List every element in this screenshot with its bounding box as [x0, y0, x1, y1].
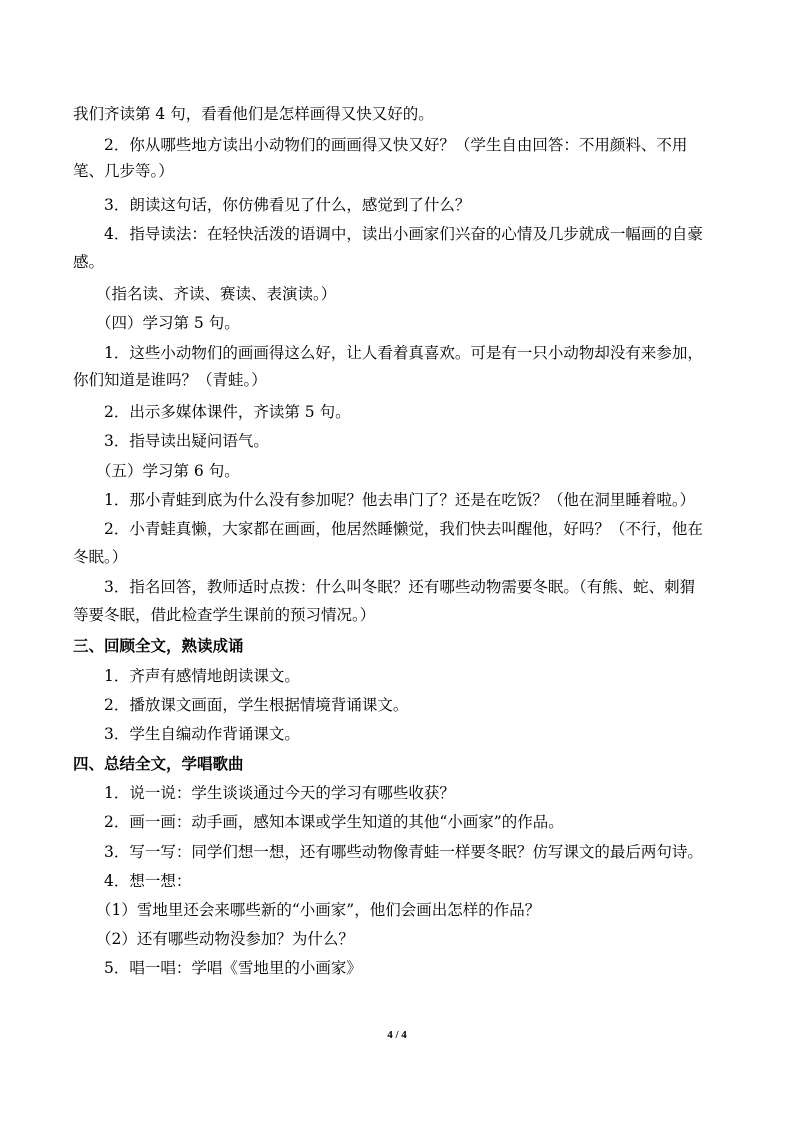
text-line: 冬眠。）	[73, 548, 128, 566]
text-line: 你们知道是谁吗？（青蛙。）	[73, 371, 267, 389]
text-line: 3．学生自编动作背诵课文。	[104, 725, 300, 743]
text-line: 2．小青蛙真懒，大家都在画画，他居然睡懒觉，我们快去叫醒他，好吗？（不行，他在	[104, 520, 703, 538]
text-line: 1．说一说：学生谈谈通过今天的学习有哪些收获？	[104, 784, 455, 802]
text-line: 笔、几步等。）	[73, 162, 174, 180]
text-line: 2．播放课文画面，学生根据情境背诵课文。	[104, 696, 409, 714]
text-line: 3．朗读这句话，你仿佛看见了什么，感觉到了什么？	[104, 196, 471, 214]
text-line: 4．指导读法：在轻快活泼的语调中，读出小画家们兴奋的心情及几步就成一幅画的自豪	[104, 225, 703, 243]
text-line: 2．画一画：动手画，感知本课或学生知道的其他“小画家”的作品。	[104, 813, 564, 831]
section-title: 四、总结全文，学唱歌曲	[73, 755, 244, 773]
page-number: 4 / 4	[387, 1029, 407, 1041]
text-line: 5．唱一唱：学唱《雪地里的小画家》	[104, 959, 362, 977]
section-heading: （五）学习第 6 句。	[96, 462, 240, 480]
text-line: （2）还有哪些动物没参加？为什么？	[96, 930, 354, 948]
text-line: 3．指名回答，教师适时点拨：什么叫冬眠？还有哪些动物需要冬眠。（有熊、蛇、刺猬	[104, 578, 696, 596]
text-line: 感。	[73, 253, 105, 271]
text-line: 我们齐读第 4 句，看看他们是怎样画得又快又好的。	[73, 105, 434, 123]
section-title: 三、回顾全文，熟读成诵	[73, 637, 244, 655]
text-line: 4．想一想：	[104, 872, 192, 890]
text-line: 2．出示多媒体课件，齐读第 5 句。	[104, 403, 351, 421]
text-line: 3．指导读出疑问语气。	[104, 432, 269, 450]
text-line: 1．齐声有感情地朗读课文。	[104, 667, 300, 685]
text-line: （1）雪地里还会来哪些新的“小画家”，他们会画出怎样的作品？	[96, 901, 541, 919]
text-line: 1．那小青蛙到底为什么没有参加呢？他去串门了？还是在吃饭？（他在洞里睡着啦。）	[104, 491, 696, 509]
text-line: 2．你从哪些地方读出小动物们的画画得又快又好？（学生自由回答：不用颜料、不用	[104, 136, 688, 154]
text-line: （指名读、齐读、赛读、表演读。）	[96, 285, 337, 303]
text-line: 3．写一写：同学们想一想，还有哪些动物像青蛙一样要冬眠？仿写课文的最后两句诗。	[104, 843, 703, 861]
text-line: 等要冬眠，借此检查学生课前的预习情况。）	[73, 606, 376, 624]
section-heading: （四）学习第 5 句。	[96, 314, 240, 332]
text-line: 1．这些小动物们的画画得这么好，让人看着真喜欢。可是有一只小动物却没有来参加，	[104, 344, 703, 362]
